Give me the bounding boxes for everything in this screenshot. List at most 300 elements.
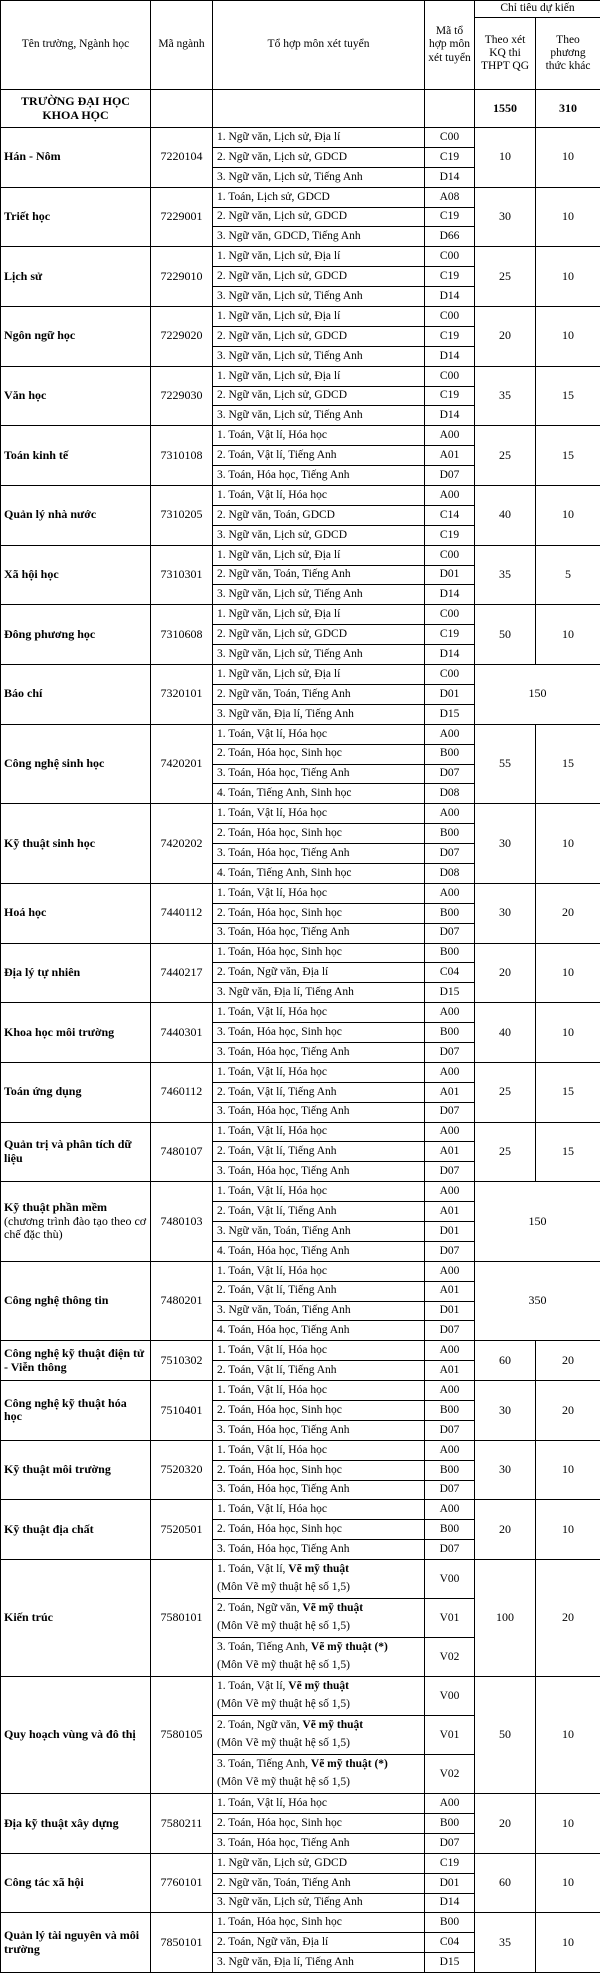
combination-code: C00 [425,366,475,386]
combination-subjects: 3. Toán, Hóa học, Tiếng Anh [213,1042,425,1062]
combination-code: A00 [425,883,475,903]
quota-thpt: 25 [475,1062,536,1122]
quota-thpt: 20 [475,307,536,367]
table-row [1,1913,600,1933]
quota-other: 20 [536,1381,600,1441]
combination-subjects: 1. Ngữ văn, Lịch sử, Địa lí [213,366,425,386]
combination-code: A01 [425,1142,475,1162]
combination-code: A01 [425,1361,475,1381]
combination-code: B00 [425,1520,475,1540]
combination-code: C19 [425,1853,475,1873]
combination-code: A00 [425,724,475,744]
quota-thpt: 25 [475,1122,536,1182]
combination-subjects: 1. Ngữ văn, Lịch sử, Địa lí [213,665,425,685]
combination-subjects: 1. Toán, Vật lí, Hóa học [213,1062,425,1082]
quota-other: 15 [536,1062,600,1122]
combination-subjects: 2. Toán, Vật lí, Tiếng Anh [213,1142,425,1162]
combination-code: C14 [425,505,475,525]
combination-code: D07 [425,1480,475,1500]
major-name: Xã hội học [1,545,151,605]
combination-code: A08 [425,187,475,207]
major-code: 7580211 [151,1794,213,1854]
table-row [1,426,600,446]
table-row [1,1003,600,1023]
major-code: 7220104 [151,128,213,188]
col-header-combination: Tổ hợp môn xét tuyển [213,1,425,90]
school-code-cell [151,90,213,128]
major-code: 7320101 [151,665,213,725]
combination-code: D01 [425,1301,475,1321]
quota-other: 5 [536,545,600,605]
quota-thpt: 55 [475,724,536,804]
combination-code: V01 [425,1599,475,1638]
major-code: 7440217 [151,943,213,1003]
table-row [1,1341,600,1361]
combination-code: B00 [425,903,475,923]
combination-code: D14 [425,287,475,307]
combination-subjects: 1. Toán, Vật lí, Hóa học [213,724,425,744]
combination-code: D08 [425,784,475,804]
combination-code: D14 [425,406,475,426]
major-code: 7229001 [151,187,213,247]
major-code: 7420202 [151,804,213,884]
quota-thpt: 60 [475,1341,536,1381]
combination-subjects: 3. Ngữ văn, Lịch sử, Tiếng Anh [213,167,425,187]
table-row [1,605,600,625]
quota-thpt: 20 [475,943,536,1003]
table-row [1,545,600,565]
combination-code: D07 [425,764,475,784]
combination-subjects: 3. Toán, Hóa học, Tiếng Anh [213,1420,425,1440]
major-name: Quy hoạch vùng và đô thị [1,1677,151,1794]
combination-subjects: 3. Toán, Hóa học, Tiếng Anh [213,466,425,486]
combination-subjects: 3. Ngữ văn, Toán, Tiếng Anh [213,1301,425,1321]
quota-other: 10 [536,1440,600,1500]
col-header-other: Theo phương thức khác [536,18,600,90]
major-name: Quản trị và phân tích dữ liệu [1,1122,151,1182]
combination-code: D01 [425,565,475,585]
combination-subjects: 3. Toán, Hóa học, Tiếng Anh [213,1162,425,1182]
quota-other: 20 [536,883,600,943]
combination-code: B00 [425,943,475,963]
combination-code: C19 [425,326,475,346]
combination-code: A00 [425,1440,475,1460]
combination-subjects: 2. Ngữ văn, Toán, Tiếng Anh [213,684,425,704]
combination-subjects: 4. Toán, Hóa học, Tiếng Anh [213,1241,425,1261]
quota-thpt: 25 [475,426,536,486]
major-code: 7440112 [151,883,213,943]
combination-subjects: 4. Toán, Hóa học, Tiếng Anh [213,1321,425,1341]
combination-code: D01 [425,684,475,704]
combination-code: C00 [425,605,475,625]
combination-subjects: 3. Ngữ văn, Lịch sử, Tiếng Anh [213,287,425,307]
combination-subjects: 1. Toán, Vật lí, Hóa học [213,1381,425,1401]
combination-code: C19 [425,525,475,545]
quota-thpt: 35 [475,545,536,605]
table-row [1,1122,600,1142]
quota-thpt: 60 [475,1853,536,1913]
combination-code: D07 [425,1420,475,1440]
major-note: (chương trình đào tạo theo cơ chế đặc thù) [4,1213,147,1242]
combination-subjects: 3. Toán, Hóa học, Tiếng Anh [213,1833,425,1853]
combination-code: B00 [425,1023,475,1043]
major-name: Kỹ thuật phần mềm (chương trình đào tạo theo cơ chế đặc thù) [1,1182,151,1262]
major-code: 7580101 [151,1560,213,1677]
combination-code: C04 [425,1933,475,1953]
major-name: Ngôn ngữ học [1,307,151,367]
combination-code: D14 [425,585,475,605]
table-row [1,366,600,386]
quota-thpt: 25 [475,247,536,307]
combination-code: D66 [425,227,475,247]
table-row [1,128,600,148]
combination-subjects: 3. Ngữ văn, Toán, Tiếng Anh [213,1221,425,1241]
combination-subjects: 2. Toán, Hóa học, Sinh học [213,744,425,764]
combination-subjects: 3. Toán, Hóa học, Tiếng Anh [213,1102,425,1122]
combination-subjects: 1. Toán, Vật lí, Hóa học [213,1122,425,1142]
combination-code: D07 [425,923,475,943]
combination-code: D07 [425,1241,475,1261]
major-code: 7229020 [151,307,213,367]
major-code: 7310301 [151,545,213,605]
major-name: Quản lý tài nguyên và môi trường [1,1913,151,1973]
combination-subjects: 2. Ngữ văn, Lịch sử, GDCD [213,207,425,227]
table-row [1,1381,600,1401]
quota-thpt: 30 [475,1381,536,1441]
table-row [1,1062,600,1082]
combination-code: V00 [425,1560,475,1599]
combination-code: D15 [425,704,475,724]
combination-code: C04 [425,963,475,983]
combination-code: D07 [425,1833,475,1853]
combination-subjects: 3. Toán, Hóa học, Tiếng Anh [213,764,425,784]
quota-thpt: 20 [475,1794,536,1854]
combination-subjects: 2. Ngữ văn, Toán, Tiếng Anh [213,1873,425,1893]
quota-other: 10 [536,1853,600,1913]
combination-code: A00 [425,1381,475,1401]
combination-subjects: 1. Toán, Vật lí, Hóa học [213,426,425,446]
combination-code: D07 [425,1042,475,1062]
table-row [1,187,600,207]
major-name: Kỹ thuật sinh học [1,804,151,884]
col-header-code: Mã ngành [151,1,213,90]
combination-subjects: 3. Ngữ văn, Lịch sử, Tiếng Anh [213,585,425,605]
quota-thpt: 50 [475,1677,536,1794]
table-row [1,883,600,903]
combination-subjects: 3. Ngữ văn, Lịch sử, GDCD [213,525,425,545]
combination-subjects: 1. Toán, Vật lí, Hóa học [213,486,425,506]
combination-code: A00 [425,1062,475,1082]
combination-code: B00 [425,1814,475,1834]
combination-subjects: 2. Ngữ văn, Lịch sử, GDCD [213,267,425,287]
table-row [1,1500,600,1520]
major-name: Hoá học [1,883,151,943]
combination-subjects: 1. Toán, Vật lí, Vẽ mỹ thuật (Môn Vẽ mỹ thuật hệ số 1,5) [213,1677,425,1716]
major-name: Hán - Nôm [1,128,151,188]
combination-subjects: 3. Toán, Tiếng Anh, Vẽ mỹ thuật (*) (Môn Vẽ mỹ thuật hệ số 1,5) [213,1755,425,1794]
combination-code: A00 [425,426,475,446]
combination-subjects: 1. Ngữ văn, Lịch sử, GDCD [213,1853,425,1873]
combination-subjects: 1. Toán, Vật lí, Hóa học [213,1003,425,1023]
combination-subjects: 2. Toán, Ngữ văn, Địa lí [213,1933,425,1953]
combination-code: D01 [425,1221,475,1241]
major-code: 7229010 [151,247,213,307]
major-code: 7480103 [151,1182,213,1262]
major-code: 7760101 [151,1853,213,1913]
combination-subjects: 3. Ngữ văn, Địa lí, Tiếng Anh [213,1953,425,1973]
combination-code: A01 [425,1281,475,1301]
quota-thpt: 30 [475,1440,536,1500]
quota-total: 150 [475,1182,600,1262]
table-row [1,1182,600,1202]
table-row [1,1853,600,1873]
combination-subjects: 1. Ngữ văn, Lịch sử, Địa lí [213,128,425,148]
quota-thpt: 40 [475,1003,536,1063]
quota-other: 15 [536,724,600,804]
school-name: TRƯỜNG ĐẠI HỌC KHOA HỌC [1,90,151,128]
combination-code: C19 [425,147,475,167]
table-row [1,1794,600,1814]
combination-subjects: 2. Toán, Hóa học, Sinh học [213,1814,425,1834]
quota-thpt: 10 [475,128,536,188]
combination-subjects: 3. Toán, Hóa học, Tiếng Anh [213,844,425,864]
combination-subjects: 1. Toán, Hóa học, Sinh học [213,1913,425,1933]
combination-code: A00 [425,1341,475,1361]
combination-code: A00 [425,486,475,506]
quota-thpt: 30 [475,883,536,943]
combination-subjects: 2. Toán, Hóa học, Sinh học [213,1460,425,1480]
table-row [1,724,600,744]
combination-subjects: 2. Ngữ văn, Toán, GDCD [213,505,425,525]
combination-subjects: 3. Ngữ văn, GDCD, Tiếng Anh [213,227,425,247]
combination-code: A01 [425,446,475,466]
major-code: 7440301 [151,1003,213,1063]
combination-code: D07 [425,844,475,864]
table-row [1,486,600,506]
quota-other: 15 [536,366,600,426]
quota-other: 15 [536,426,600,486]
combination-code: D15 [425,1953,475,1973]
combination-code: D14 [425,645,475,665]
quota-other: 10 [536,128,600,188]
quota-thpt: 20 [475,1500,536,1560]
combination-subjects: 1. Toán, Hóa học, Sinh học [213,943,425,963]
quota-thpt: 30 [475,187,536,247]
quota-other: 10 [536,187,600,247]
combination-code: D14 [425,346,475,366]
col-header-thpt: Theo xét KQ thi THPT QG [475,18,536,90]
combination-subjects: 1. Toán, Vật lí, Hóa học [213,1341,425,1361]
combination-code: C00 [425,128,475,148]
combination-subjects: 2. Toán, Vật lí, Tiếng Anh [213,1082,425,1102]
combination-code: C00 [425,247,475,267]
major-name: Báo chí [1,665,151,725]
combination-code: D07 [425,1102,475,1122]
combination-code: D15 [425,983,475,1003]
combination-subjects: 1. Toán, Vật lí, Vẽ mỹ thuật (Môn Vẽ mỹ thuật hệ số 1,5) [213,1560,425,1599]
combination-code: B00 [425,1913,475,1933]
combination-code: D07 [425,1162,475,1182]
quota-other: 10 [536,605,600,665]
table-row [1,307,600,327]
combination-subjects: 2. Toán, Hóa học, Sinh học [213,824,425,844]
major-name: Công nghệ thông tin [1,1261,151,1341]
major-code: 7229030 [151,366,213,426]
quota-other: 10 [536,307,600,367]
quota-other: 20 [536,1560,600,1677]
major-name: Đông phương học [1,605,151,665]
table-row [1,1677,600,1716]
combination-subjects: 1. Ngữ văn, Lịch sử, Địa lí [213,545,425,565]
major-code: 7310205 [151,486,213,546]
table-row [1,1560,600,1599]
table-row [1,247,600,267]
major-name: Toán kinh tế [1,426,151,486]
combination-subjects: 2. Toán, Vật lí, Tiếng Anh [213,1202,425,1222]
combination-code: A00 [425,1122,475,1142]
table-row [1,1440,600,1460]
quota-total: 350 [475,1261,600,1341]
major-code: 7510401 [151,1381,213,1441]
quota-other: 10 [536,486,600,546]
major-name: Công tác xã hội [1,1853,151,1913]
major-name: Kỹ thuật môi trường [1,1440,151,1500]
col-header-ma-to-hop: Mã tổ hợp môn xét tuyển [425,1,475,90]
combination-subjects: 1. Ngữ văn, Lịch sử, Địa lí [213,307,425,327]
combination-subjects: 3. Ngữ văn, Lịch sử, Tiếng Anh [213,346,425,366]
major-code: 7520320 [151,1440,213,1500]
combination-subjects: 2. Ngữ văn, Lịch sử, GDCD [213,326,425,346]
combination-code: B00 [425,1401,475,1421]
combination-subjects: 3. Ngữ văn, Lịch sử, Tiếng Anh [213,645,425,665]
quota-other: 10 [536,1500,600,1560]
combination-subjects: 3. Ngữ văn, Lịch sử, Tiếng Anh [213,1893,425,1913]
combination-subjects: 3. Ngữ văn, Địa lí, Tiếng Anh [213,704,425,724]
combination-code: V02 [425,1638,475,1677]
combination-code: C00 [425,665,475,685]
combination-subjects: 3. Ngữ văn, Lịch sử, Tiếng Anh [213,406,425,426]
combination-code: C00 [425,307,475,327]
combination-code: A00 [425,1261,475,1281]
school-other: 310 [536,90,600,128]
combination-subjects: 2. Toán, Ngữ văn, Địa lí [213,963,425,983]
major-code: 7520501 [151,1500,213,1560]
major-code: 7580105 [151,1677,213,1794]
col-header-quota: Chỉ tiêu dự kiến [475,1,600,18]
combination-subjects: 3. Toán, Hóa học, Tiếng Anh [213,1480,425,1500]
school-thpt: 1550 [475,90,536,128]
major-name: Lịch sử [1,247,151,307]
combination-subjects: 1. Toán, Vật lí, Hóa học [213,1500,425,1520]
major-code: 7310108 [151,426,213,486]
combination-subjects: 4. Toán, Tiếng Anh, Sinh học [213,784,425,804]
combination-subjects: 2. Toán, Vật lí, Tiếng Anh [213,1281,425,1301]
combination-code: V00 [425,1677,475,1716]
combination-subjects: 2. Toán, Ngữ văn, Vẽ mỹ thuật (Môn Vẽ mỹ thuật hệ số 1,5) [213,1599,425,1638]
combination-subjects: 1. Ngữ văn, Lịch sử, Địa lí [213,247,425,267]
combination-code: A01 [425,1202,475,1222]
major-code: 7460112 [151,1062,213,1122]
quota-other: 15 [536,1122,600,1182]
quota-other: 10 [536,247,600,307]
major-code: 7850101 [151,1913,213,1973]
combination-code: D07 [425,1321,475,1341]
combination-subjects: 1. Toán, Vật lí, Hóa học [213,1182,425,1202]
table-row [1,943,600,963]
combination-code: V01 [425,1716,475,1755]
combination-subjects: 2. Toán, Hóa học, Sinh học [213,1401,425,1421]
combination-subjects: 1. Ngữ văn, Lịch sử, Địa lí [213,605,425,625]
major-name: Kỹ thuật địa chất [1,1500,151,1560]
combination-subjects: 2. Ngữ văn, Lịch sử, GDCD [213,386,425,406]
combination-code: C00 [425,545,475,565]
combination-code: D14 [425,167,475,187]
combination-subjects: 2. Toán, Hóa học, Sinh học [213,1520,425,1540]
major-code: 7510302 [151,1341,213,1381]
combination-code: D07 [425,1540,475,1560]
combination-subjects: 2. Toán, Hóa học, Sinh học [213,903,425,923]
major-name: Quản lý nhà nước [1,486,151,546]
quota-thpt: 50 [475,605,536,665]
quota-other: 10 [536,1913,600,1973]
combination-subjects: 4. Toán, Tiếng Anh, Sinh học [213,863,425,883]
combination-code: C19 [425,625,475,645]
combination-code: C19 [425,386,475,406]
quota-other: 10 [536,943,600,1003]
combination-code: V02 [425,1755,475,1794]
combination-subjects: 2. Ngữ văn, Lịch sử, GDCD [213,625,425,645]
combination-subjects: 2. Toán, Vật lí, Tiếng Anh [213,446,425,466]
combination-subjects: 3. Toán, Hóa học, Tiếng Anh [213,923,425,943]
quota-thpt: 40 [475,486,536,546]
major-code: 7310608 [151,605,213,665]
combination-code: C19 [425,267,475,287]
combination-subjects: 1. Toán, Vật lí, Hóa học [213,883,425,903]
table-row [1,665,600,685]
combination-code: C19 [425,207,475,227]
combination-code: A00 [425,804,475,824]
major-name: Văn học [1,366,151,426]
major-code: 7420201 [151,724,213,804]
school-comb-cell [213,90,425,128]
quota-thpt: 100 [475,1560,536,1677]
combination-code: B00 [425,1460,475,1480]
major-name: Địa kỹ thuật xây dựng [1,1794,151,1854]
combination-code: D01 [425,1873,475,1893]
combination-code: D07 [425,466,475,486]
combination-code: A00 [425,1182,475,1202]
combination-subjects: 1. Toán, Vật lí, Hóa học [213,1794,425,1814]
major-name: Kiến trúc [1,1560,151,1677]
col-header-school: Tên trường, Ngành học [1,1,151,90]
quota-other: 20 [536,1341,600,1381]
combination-code: A01 [425,1082,475,1102]
combination-subjects: 1. Toán, Vật lí, Hóa học [213,1261,425,1281]
major-code: 7480107 [151,1122,213,1182]
combination-subjects: 2. Toán, Vật lí, Tiếng Anh [213,1361,425,1381]
quota-thpt: 30 [475,804,536,884]
school-ma-cell [425,90,475,128]
combination-code: A00 [425,1003,475,1023]
quota-other: 10 [536,1794,600,1854]
combination-subjects: 3. Ngữ văn, Địa lí, Tiếng Anh [213,983,425,1003]
table-row [1,804,600,824]
quota-other: 10 [536,804,600,884]
combination-subjects: 3. Toán, Tiếng Anh, Vẽ mỹ thuật (*) (Môn Vẽ mỹ thuật hệ số 1,5) [213,1638,425,1677]
major-name: Công nghệ kỹ thuật hóa học [1,1381,151,1441]
combination-subjects: 1. Toán, Vật lí, Hóa học [213,804,425,824]
combination-subjects: 2. Ngữ văn, Lịch sử, GDCD [213,147,425,167]
